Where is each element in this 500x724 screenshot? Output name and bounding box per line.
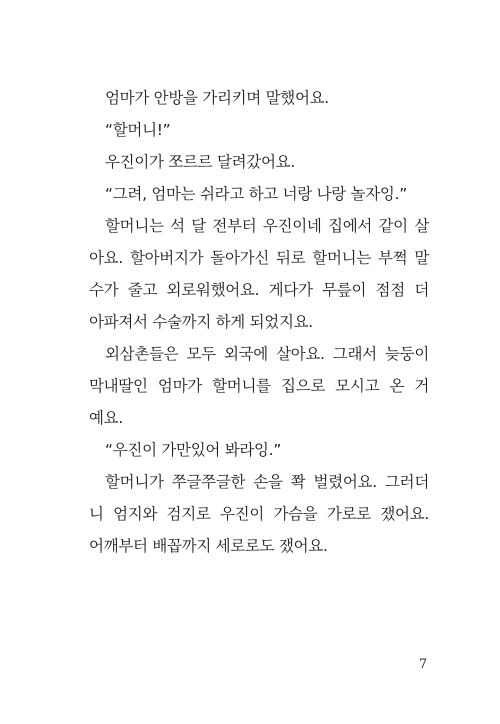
text-line: “할머니!” (105, 121, 171, 139)
text-line: 할머니가 쭈글쭈글한 손을 쫙 벌렸어요. 그러더 (105, 473, 429, 491)
text-line: 할머니는 석 달 전부터 우진이네 집에서 같이 살 (105, 217, 429, 235)
text-line: 외삼촌들은 모두 외국에 살아요. 그래서 늦둥이 (105, 345, 429, 363)
text-line: 아요. 할아버지가 돌아가신 뒤로 할머니는 부쩍 말 (89, 249, 429, 267)
text-line: 아파져서 수술까지 하게 되었지요. (89, 313, 313, 331)
body-text (89, 82, 429, 562)
text-line: “우진이 가만있어 봐라잉.” (105, 441, 282, 459)
text-line: “그려, 엄마는 쉬라고 하고 너랑 나랑 놀자잉.” (105, 185, 407, 203)
text-line: 어깨부터 배꼽까지 세로로도 쟀어요. (89, 537, 328, 555)
text-line: 수가 줄고 외로워했어요. 게다가 무릎이 점점 더 (89, 281, 429, 299)
text-line: 예요. (89, 409, 123, 427)
text-line: 니 엄지와 검지로 우진이 가슴을 가로로 쟀어요. (89, 505, 429, 523)
page-number: 7 (418, 657, 428, 672)
text-line: 막내딸인 엄마가 할머니를 집으로 모시고 온 거 (89, 377, 429, 395)
text-line: 우진이가 쪼르르 달려갔어요. (105, 153, 295, 171)
text-line: 엄마가 안방을 가리키며 말했어요. (105, 89, 329, 107)
